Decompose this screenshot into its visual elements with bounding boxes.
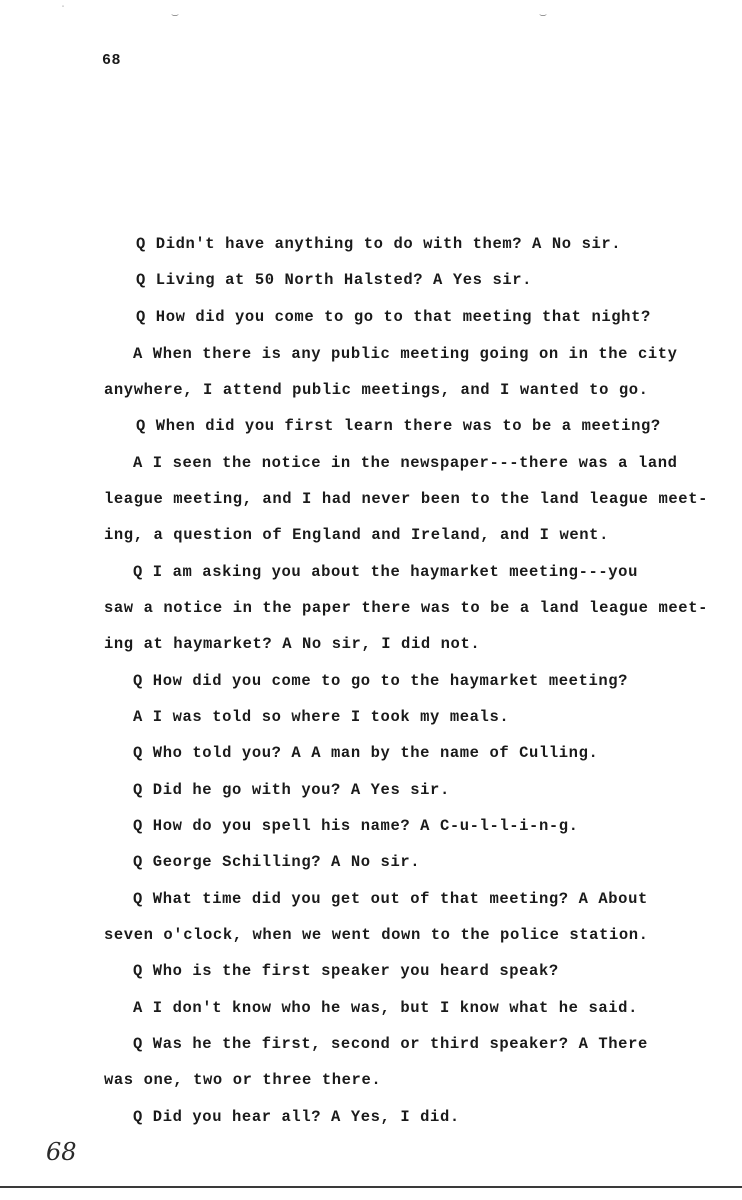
handwritten-page-number: 68 [46, 1138, 77, 1166]
transcript-line: Q How do you spell his name? A C-u-l-l-i-n-g. [133, 817, 579, 835]
transcript-line: Q How did you come to go to the haymarket meeting? [133, 672, 629, 690]
scan-speck: ‿ [540, 7, 547, 18]
transcript-line: Q Who is the first speaker you heard speak? [133, 962, 559, 980]
transcript-line: Q Did he go with you? A Yes sir. [133, 781, 450, 799]
transcript-line: Q What time did you get out of that meeting? A About [133, 890, 648, 908]
transcript-line: Q When did you first learn there was to be a meeting? [136, 417, 661, 435]
transcript-line: seven o'clock, when we went down to the police station. [104, 926, 649, 944]
transcript-line: Q Living at 50 North Halsted? A Yes sir. [136, 271, 533, 289]
transcript-line: Q Who told you? A A man by the name of Culling. [133, 744, 599, 762]
scan-speck: ˈ [60, 6, 67, 17]
transcript-line: A I seen the notice in the newspaper---there was a land [133, 454, 678, 472]
transcript-line: league meeting, and I had never been to the land league meet- [104, 490, 708, 508]
transcript-line: A I don't know who he was, but I know what he said. [133, 999, 638, 1017]
transcript-line: Q George Schilling? A No sir. [133, 853, 421, 871]
transcript-line: A When there is any public meeting going on in the city [133, 345, 678, 363]
transcript-line: Q I am asking you about the haymarket meeting---you [133, 563, 638, 581]
transcript-line: ing, a question of England and Ireland, and I went. [104, 526, 609, 544]
transcript-line: Q Did you hear all? A Yes, I did. [133, 1108, 460, 1126]
transcript-line: A I was told so where I took my meals. [133, 708, 510, 726]
bottom-rule [0, 1186, 742, 1188]
transcript-line: anywhere, I attend public meetings, and I wanted to go. [104, 381, 649, 399]
transcript-line: Q Didn't have anything to do with them? A No sir. [136, 235, 622, 253]
transcript-line: saw a notice in the paper there was to be a land league meet- [104, 599, 708, 617]
transcript-line: Q Was he the first, second or third speaker? A There [133, 1035, 648, 1053]
transcript-line: Q How did you come to go to that meeting that night? [136, 308, 651, 326]
page-number: 68 [102, 52, 122, 69]
transcript-line: ing at haymarket? A No sir, I did not. [104, 635, 481, 653]
transcript-line: was one, two or three there. [104, 1071, 382, 1089]
scan-speck: ‿ [172, 7, 179, 18]
